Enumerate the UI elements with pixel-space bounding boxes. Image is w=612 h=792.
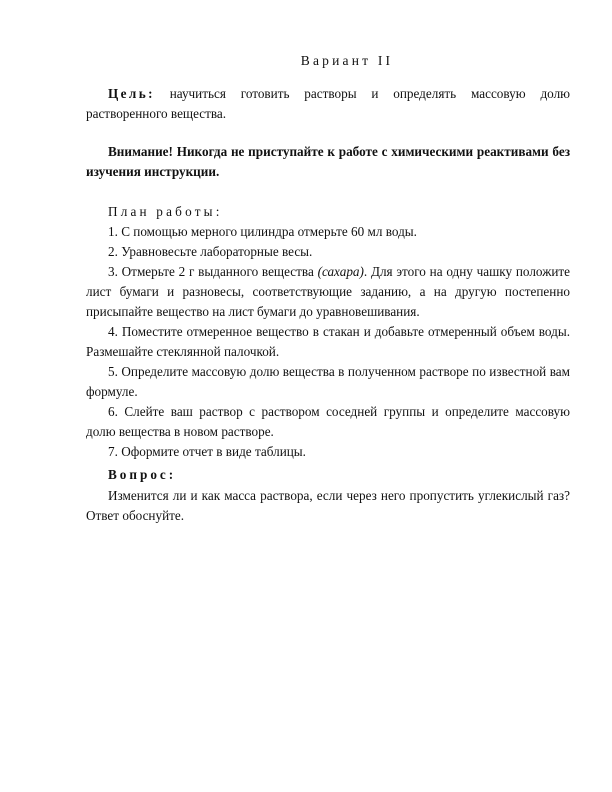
- warning-paragraph: Внимание! Никогда не приступайте к работе с химическими реактивами без изучения инструкции.: [86, 144, 570, 179]
- plan-step-3-end: . Для этого на одну чашку положите лист бумаги и разновесы, соответствующие заданию, а на другую постепенно присыпайте вещество на лист бумаги до уравновешивания.: [86, 264, 570, 319]
- plan-step-3-substance: (сахара): [317, 264, 364, 279]
- variant-title: Вариант II: [300, 53, 394, 68]
- plan-step-5: 5. Определите массовую долю вещества в полученном растворе по известной вам формуле.: [86, 364, 570, 399]
- question-heading: Вопрос:: [108, 467, 177, 482]
- plan-step-4: 4. Поместите отмеренное вещество в стакан и добавьте отмеренный объем воды. Размешайте стеклянной палочкой.: [86, 324, 570, 359]
- plan-steps-list: [86, 222, 570, 462]
- plan-step-1: 1. С помощью мерного цилиндра отмерьте 60 мл воды.: [108, 224, 417, 239]
- plan-step-3: [86, 262, 570, 322]
- plan-heading: План работы:: [108, 204, 223, 219]
- plan-step-6: 6. Слейте ваш раствор с раствором соседней группы и определите массовую долю вещества в новом растворе.: [86, 404, 570, 439]
- plan-step-7: 7. Оформите отчет в виде таблицы.: [108, 444, 306, 459]
- document-page: [86, 50, 570, 526]
- goal-text: научиться готовить растворы и определять массовую долю растворенного вещества.: [86, 86, 571, 121]
- plan-step-2: 2. Уравновесьте лабораторные весы.: [108, 244, 313, 259]
- goal-paragraph: [86, 84, 570, 124]
- question-text: Изменится ли и как масса раствора, если через него пропустить углекислый газ? Ответ обоснуйте.: [86, 488, 570, 523]
- plan-step-3-start: 3. Отмерьте 2 г выданного вещества: [108, 264, 318, 279]
- goal-label: Цель:: [108, 86, 155, 101]
